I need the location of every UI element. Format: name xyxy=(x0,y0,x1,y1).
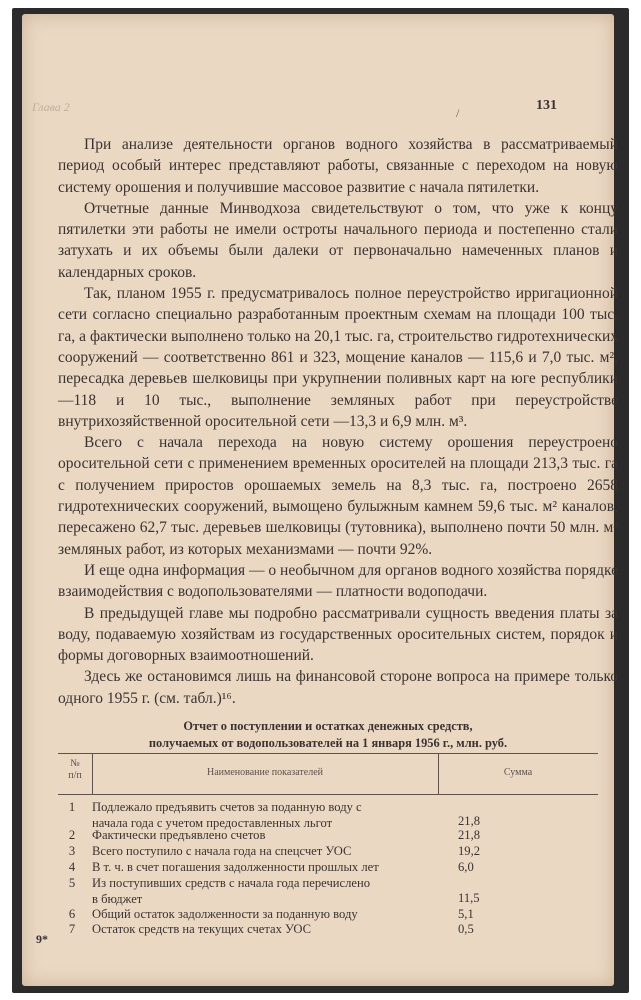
paragraph: Отчетные данные Минводхоза свидетельствуют о том, что уже к концу пятилетки эти работы не имели остроты начального периода и постепенно стали затухать и их объемы были далеки от первоначально намеченных планов и календарных сроков. xyxy=(58,199,618,281)
row-value: 21,8 xyxy=(458,814,481,828)
row-value: 6,0 xyxy=(458,860,474,874)
row-value: 19,2 xyxy=(458,844,481,858)
table-header-no xyxy=(58,758,92,782)
row-value: 21,8 xyxy=(458,828,481,842)
row-number: 1 xyxy=(68,800,76,814)
row-label xyxy=(92,876,442,907)
table-rule-top xyxy=(58,753,598,754)
book-page xyxy=(22,14,618,986)
paragraph: При анализе деятельности органов водного хозяйства в рассматриваемый период особый интерес представляют работы, связанные с переходом на новую систему орошения и получившие массовое развитие с начала пятилетки. xyxy=(58,136,618,196)
paragraph: И еще одна информация — о необычном для органов водного хозяйства порядке взаимодействия с водопользователями — платности водоподачи. xyxy=(58,561,618,601)
row-label: Остаток средств на текущих счетах УОС xyxy=(92,922,311,936)
table-rule-header xyxy=(58,794,598,795)
header-mark: / xyxy=(456,106,460,120)
paragraph: В предыдущей главе мы подробно рассматривали сущность введения платы за воду, подаваемую хозяйствам из государственных оросительных систем, порядок и формы договорных взаимоотношений. xyxy=(58,604,618,665)
table-header-name: Наименование показателей xyxy=(206,767,323,778)
paragraph: Так, планом 1955 г. предусматривалось полное переустройство ирригационной сети согласно специально разработанным проектным схемам на площади 100 тыс. га, а фактически выполнено только на 20,1 тыс. га, строительство гидротехнических сооружений — соответственно 861 и 323, мощение каналов — 115,6 и 7,0 тыс. м², пересадка деревьев шелковицы при укрупнении поливных карт на юге республики —118 и 10 тыс., выполнение земляных работ при переустройстве внутрихозяйственной оросительной сети —13,3 и 6,9 млн. м³. xyxy=(58,285,618,430)
row-label: Всего поступило с начала года на спецсчет УОС xyxy=(92,844,352,858)
row-number: 7 xyxy=(68,922,76,936)
row-number: 4 xyxy=(68,860,76,874)
row-label: В т. ч. в счет погашения задолженности прошлых лет xyxy=(92,860,379,874)
table-row xyxy=(22,876,582,908)
row-value: 0,5 xyxy=(458,922,474,936)
row-label-line: начала года с учетом предоставленных льгот xyxy=(92,815,333,830)
table-header-sum: Сумма xyxy=(503,767,533,778)
row-number: 3 xyxy=(68,844,76,858)
row-value: 11,5 xyxy=(458,891,480,905)
row-number: 5 xyxy=(68,876,76,890)
header-no-abbrev: п/п xyxy=(68,770,82,781)
row-label: Фактически предъявлено счетов xyxy=(92,828,266,842)
paragraph: Здесь же остановимся лишь на финансовой стороне вопроса на примере только одного 1955 г. (см. табл.)¹⁶. xyxy=(58,668,618,707)
body-text xyxy=(58,134,618,709)
running-header: Глава 2 xyxy=(32,100,70,114)
table-caption-line: Отчет о поступлении и остатках денежных средств, xyxy=(183,719,473,733)
header-no-symbol: № xyxy=(70,758,80,769)
paragraph: Всего с начала перехода на новую систему орошения переустроено оросительной сети с применением временных оросителей на площади 213,3 тыс. га с получением приростов орошаемых земель на 8,3 тыс. га, построено 2658 гидротехнических сооружений, вымощено булыжным камнем 59,6 тыс. м² каналов, пересажено 62,7 тыс. деревьев шелковицы (тутовника), выполнено почти 50 млн. м³ земляных работ, из которых механизмами — почти 92%. xyxy=(58,434,618,558)
row-label: Общий остаток задолженности за поданную воду xyxy=(92,907,358,921)
row-label-line: Подлежало предъявить счетов за поданную воду с xyxy=(92,800,362,814)
row-value: 5,1 xyxy=(458,907,474,921)
page-number: 131 xyxy=(536,98,557,113)
signature-mark: 9* xyxy=(36,932,48,946)
table-caption xyxy=(58,718,598,751)
row-label xyxy=(92,800,442,831)
table-caption-line: получаемых от водопользователей на 1 января 1956 г., млн. руб. xyxy=(148,735,508,750)
row-number: 6 xyxy=(68,907,76,921)
row-number: 2 xyxy=(68,828,76,842)
row-label-line: в бюджет xyxy=(92,891,143,906)
row-label-line: Из поступивших средств с начала года перечислено xyxy=(92,876,371,890)
